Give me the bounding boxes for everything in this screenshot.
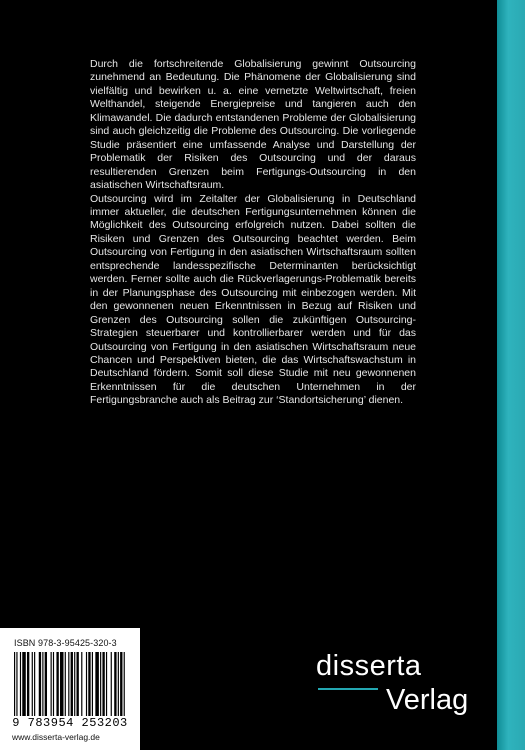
spine-accent-strip: [497, 0, 525, 750]
publisher-website: www.disserta-verlag.de: [12, 732, 100, 742]
blurb-paragraph-1: Durch die fortschreitende Globalisierung gewinnt Outsourcing zunehmend an Bedeutung. Die Phänomene der Globalisierung sind vielfältig und bewirken u. a. eine vernetzte Weltwirtschaft, freien Welthandel, steigende Energiepreise und tangieren auch den Klimawandel. Die dadurch entstandenen Probleme der Globalisierung sind auch gleichzeitig die Probleme des Outsourcing. Die vorliegende Studie präsentiert eine umfassende Analyse und Darstellung der Problematik der Risiken des Outsourcing und der daraus resultierenden Grenzen beim Fertigungs-Outsourcing in den asiatischen Wirtschaftsraum.: [90, 58, 416, 192]
blurb-paragraph-2: Outsourcing wird im Zeitalter der Globalisierung in Deutschland immer aktueller, die deutschen Fertigungsunternehmen können die Möglichkeit des Outsourcing erfolgreich nutzen. Dabei sollten die Risiken und Grenzen des Outsourcing beachtet werden. Beim Outsourcing von Fertigung in den asiatischen Wirtschaftsraum sollten entsprechende landesspezifische Determinanten berücksichtigt werden. Ferner sollte auch die Rückverlagerungs-Problematik bereits in der Planungsphase des Outsourcing mit einbezogen werden. Mit den gewonnenen neuen Erkenntnissen in Bezug auf Risiken und Grenzen des Outsourcing sollen die zukünftigen Outsourcing-Strategien steuerbarer und kontrollierbarer werden und für das Outsourcing von Fertigung in den asiatischen Wirtschaftsraum neue Chancen und Perspektiven bieten, die das Wirtschaftswachstum in Deutschland fördern. Somit soll diese Studie mit neu gewonnenen Erkenntnissen für die deutschen Unternehmen in der Fertigungsbranche auch als Beitrag zur ‘Standortsicherung’ dienen.: [90, 192, 416, 407]
isbn-label: ISBN 978-3-95425-320-3: [14, 638, 117, 648]
logo-word-verlag: Verlag: [386, 684, 469, 716]
back-cover-blurb: [90, 58, 416, 408]
publisher-logo: [316, 650, 476, 720]
ean-digits: 9 783954 253203: [12, 716, 128, 730]
logo-underline: [318, 688, 378, 690]
barcode-panel: [0, 628, 140, 750]
barcode-graphic: [14, 652, 126, 716]
logo-word-disserta: disserta: [316, 650, 422, 682]
